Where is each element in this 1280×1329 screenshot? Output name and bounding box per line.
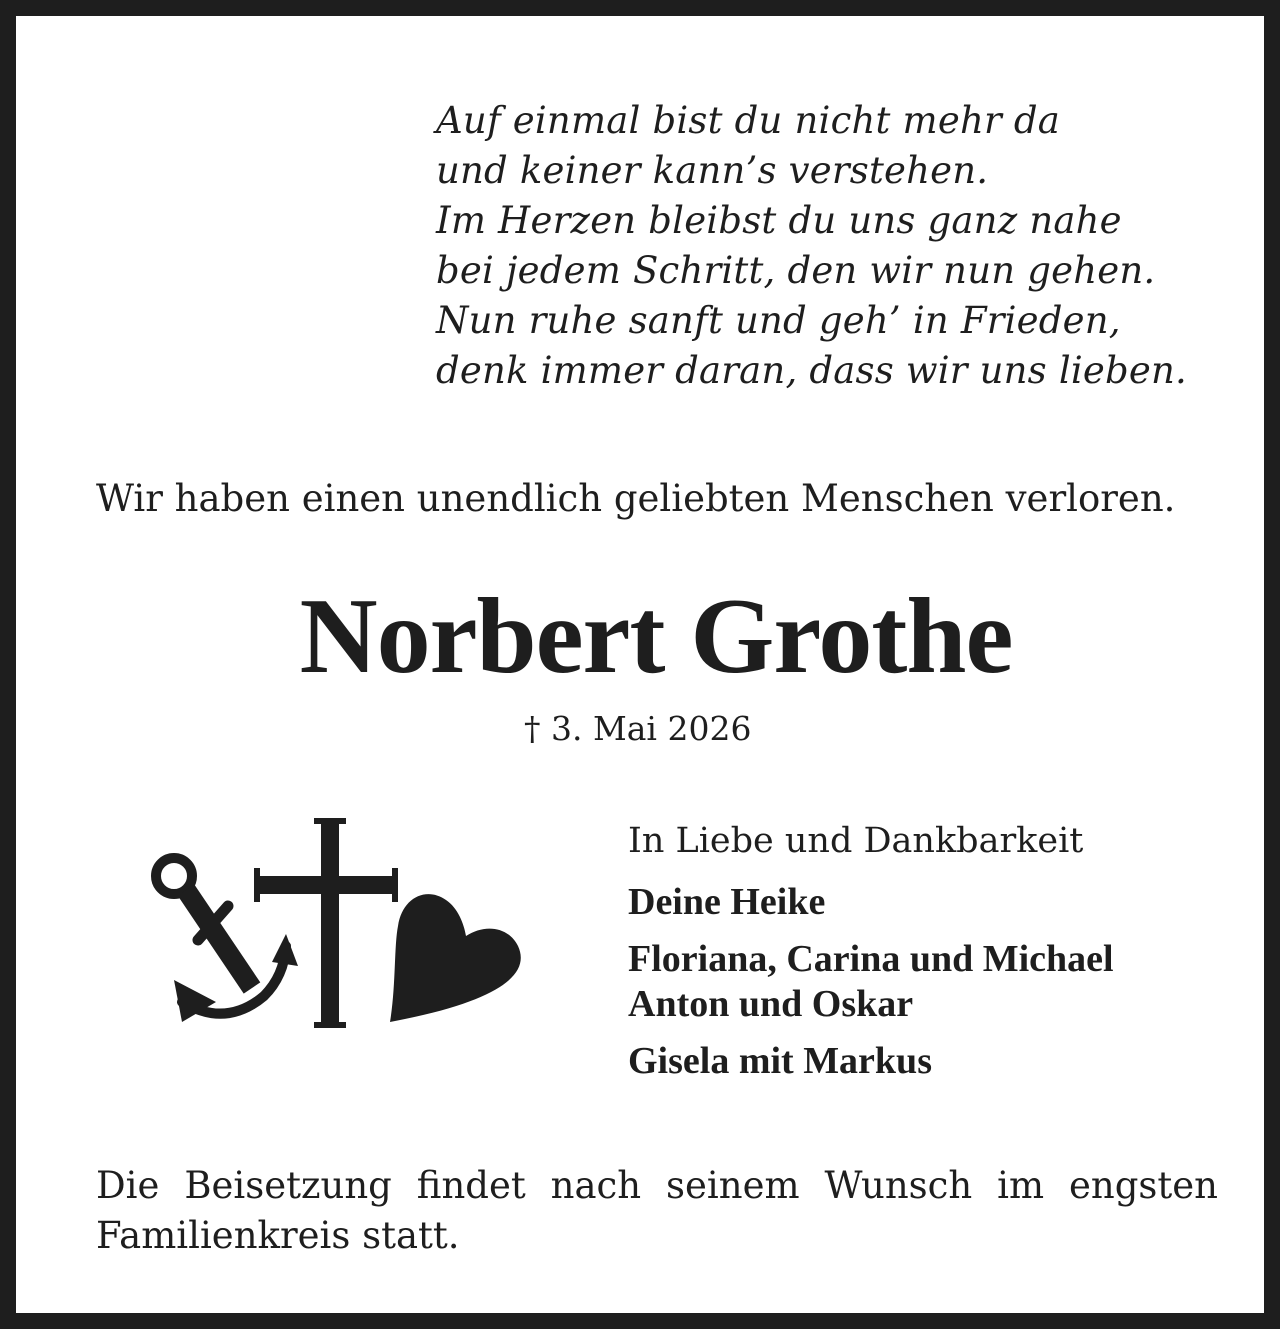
poem-line: bei jedem Schritt, den wir nun gehen. bbox=[436, 249, 1156, 292]
family-member: Floriana, Carina und Michael bbox=[628, 938, 1114, 980]
poem bbox=[436, 96, 1236, 396]
heart-icon bbox=[390, 894, 521, 1022]
cross-icon bbox=[254, 818, 398, 1028]
poem-line: und keiner kann’s verstehen. bbox=[436, 149, 989, 192]
family-member: Deine Heike bbox=[628, 881, 826, 923]
poem-line: Im Herzen bleibst du uns ganz nahe bbox=[436, 199, 1122, 242]
faith-hope-love-symbols bbox=[146, 816, 536, 1036]
family-block bbox=[628, 816, 1248, 1084]
funeral-note: Die Beisetzung findet nach seinem Wunsch im engsten Familienkreis statt. bbox=[96, 1164, 1218, 1257]
poem-line: Auf einmal bist du nicht mehr da bbox=[436, 99, 1060, 142]
intro-text: Wir haben einen unendlich geliebten Menschen verloren. bbox=[96, 477, 1176, 520]
family-names bbox=[628, 880, 1248, 1084]
family-member: Gisela mit Markus bbox=[628, 1040, 932, 1082]
deceased-name: Norbert Grothe bbox=[299, 577, 1013, 696]
family-member: Anton und Oskar bbox=[628, 983, 914, 1025]
thanks-line: In Liebe und Dankbarkeit bbox=[628, 821, 1084, 861]
death-date: † 3. Mai 2026 bbox=[524, 709, 752, 748]
poem-line: denk immer daran, dass wir uns lieben. bbox=[436, 349, 1187, 392]
poem-line: Nun ruhe sanft und geh’ in Frieden, bbox=[436, 299, 1121, 342]
